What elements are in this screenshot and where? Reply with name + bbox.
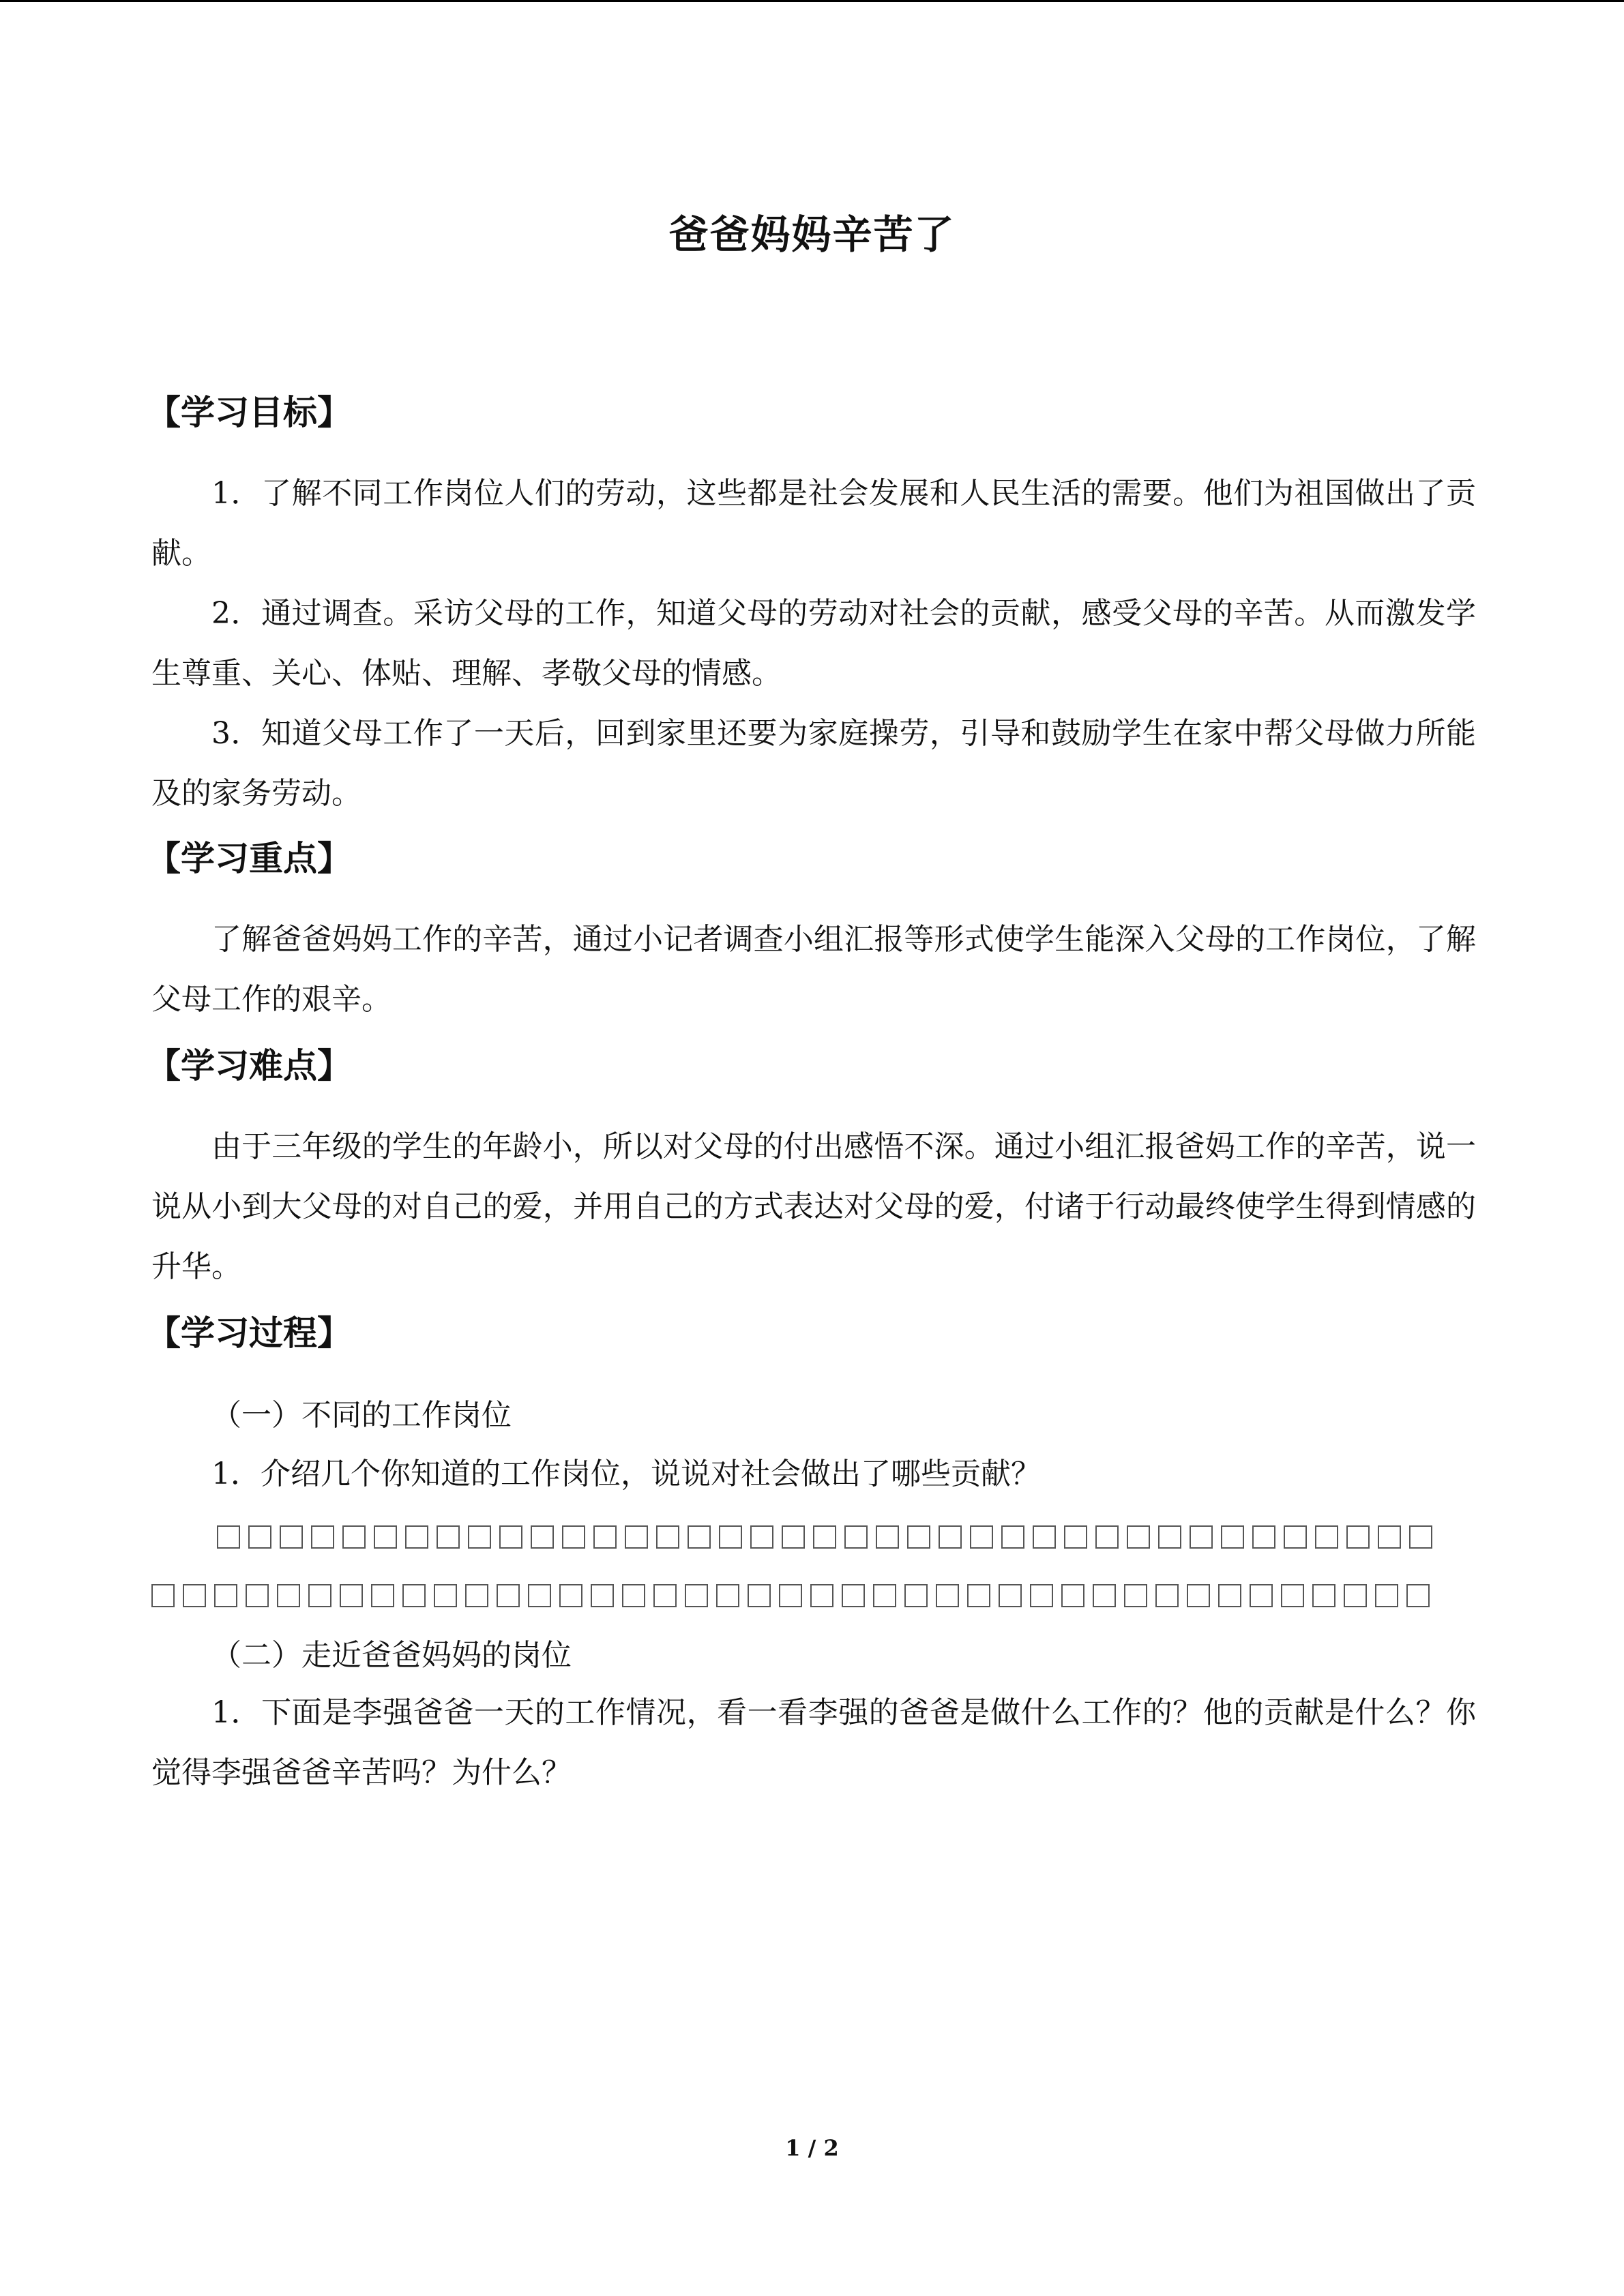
heading-process: 【学习过程】 <box>147 1313 351 1353</box>
process-part2-title: （二）走近爸爸妈妈的岗位 <box>211 1638 572 1673</box>
key-points-text: 了解爸爸妈妈工作的辛苦，通过小记者调查小组汇报等形式使学生能深入父母的工作岗位，了解父母工作的艰辛。 <box>151 922 1476 1017</box>
objective-item-3: 3．知道父母工作了一天后，回到家里还要为家庭操劳，引导和鼓励学生在家中帮父母做力所能及的家务劳动。 <box>151 716 1476 811</box>
page-number: 1 / 2 <box>785 2135 839 2161</box>
process-part2-question-1: 1．下面是李强爸爸一天的工作情况，看一看李强的爸爸是做什么工作的？他的贡献是什么？你觉得李强爸爸辛苦吗？为什么？ <box>151 1695 1476 1790</box>
top-border-rule <box>0 0 1624 2</box>
answer-blank-row-2 <box>151 1581 1430 1611</box>
answer-blank-row-1 <box>217 1522 1432 1552</box>
heading-difficulties: 【学习难点】 <box>147 1046 351 1086</box>
process-part1-title: （一）不同的工作岗位 <box>211 1398 512 1433</box>
heading-key-points: 【学习重点】 <box>147 839 351 878</box>
objective-item-2: 2．通过调查。采访父母的工作，知道父母的劳动对社会的贡献，感受父母的辛苦。从而激发学生尊重、关心、体贴、理解、孝敬父母的情感。 <box>151 596 1476 691</box>
heading-objectives: 【学习目标】 <box>147 393 351 432</box>
objective-item-1: 1．了解不同工作岗位人们的劳动，这些都是社会发展和人民生活的需要。他们为祖国做出了贡献。 <box>151 476 1476 571</box>
page-title: 爸爸妈妈辛苦了 <box>668 211 956 258</box>
difficulties-text: 由于三年级的学生的年龄小，所以对父母的付出感悟不深。通过小组汇报爸妈工作的辛苦，说一说从小到大父母的对自己的爱，并用自己的方式表达对父母的爱，付诸于行动最终使学生得到情感的升华。 <box>151 1129 1476 1284</box>
process-part1-question-1: 1．介绍几个你知道的工作岗位，说说对社会做出了哪些贡献？ <box>211 1457 1041 1491</box>
